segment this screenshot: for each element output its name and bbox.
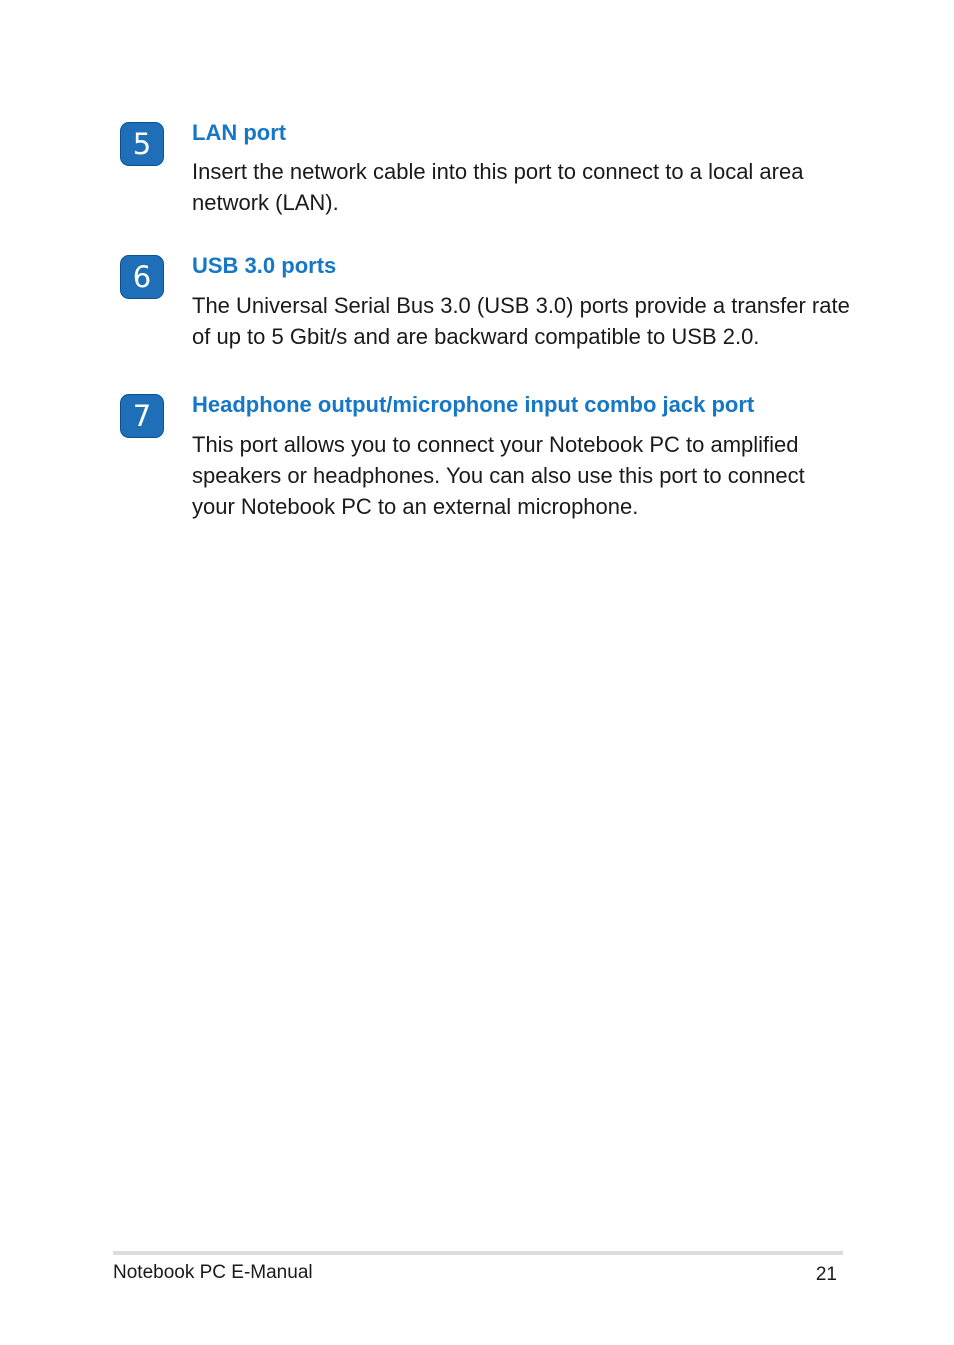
section-title-combo-jack: Headphone output/microphone input combo jack port — [192, 392, 755, 417]
footer-manual-title: Notebook PC E-Manual — [113, 1262, 313, 1283]
section-title-lan-port: LAN port — [192, 120, 287, 145]
page-number: 21 — [815, 1264, 837, 1285]
section-description-usb-ports: The Universal Serial Bus 3.0 (USB 3.0) ports provide a transfer rate of up to 5 Gbit/s and are backward compatible to USB 2.0. — [192, 293, 850, 349]
section-description-lan-port: Insert the network cable into this port to connect to a local area network (LAN). — [192, 159, 804, 215]
item-number-badge-7: 7 — [120, 394, 164, 438]
section-description-combo-jack: This port allows you to connect your Notebook PC to amplified speakers or headphones. You can also use this port to connect your Notebook PC to an external microphone. — [192, 432, 805, 519]
section-title-usb-ports: USB 3.0 ports — [192, 253, 337, 278]
item-number-badge-5: 5 — [120, 122, 164, 166]
footer-divider — [113, 1251, 843, 1255]
item-number-badge-6: 6 — [120, 255, 164, 299]
